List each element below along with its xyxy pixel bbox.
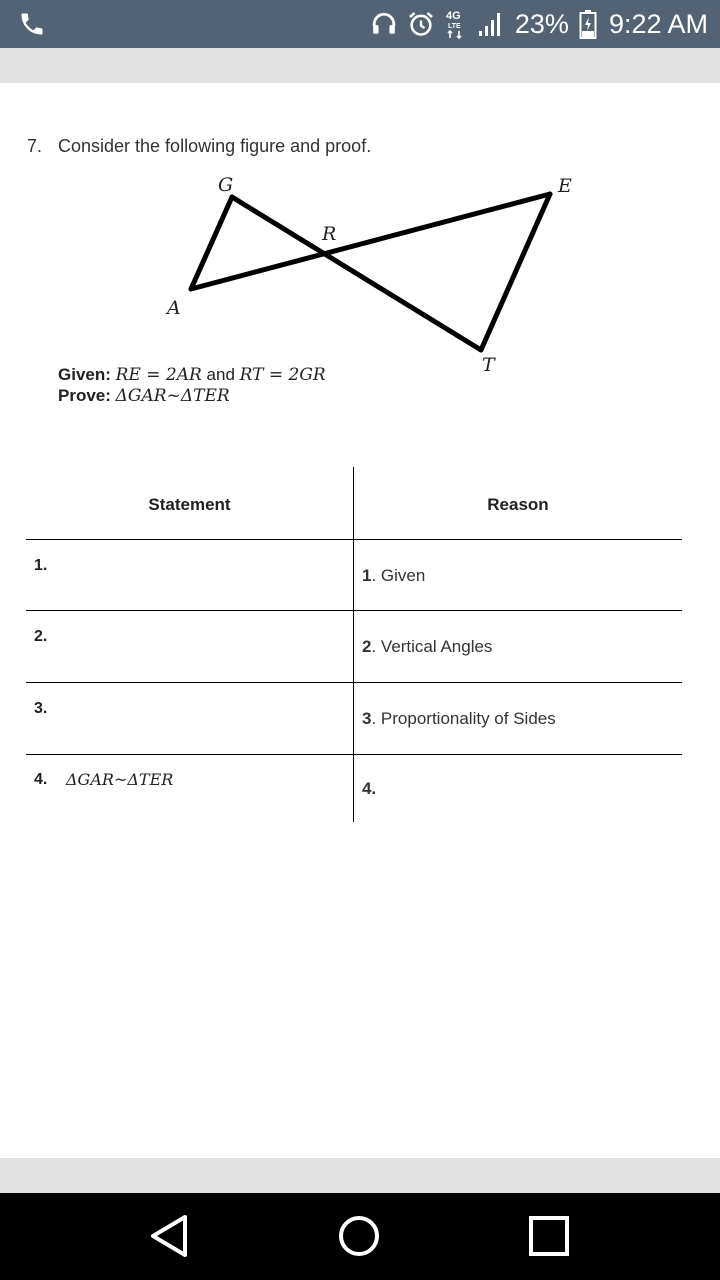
geometry-figure: [150, 170, 590, 380]
reason-header: Reason: [487, 495, 549, 514]
document-bottom-gap: [0, 1158, 720, 1193]
segment-AE: [191, 194, 550, 289]
vertex-label-R: R: [322, 223, 337, 245]
given-label: Given:: [58, 365, 111, 384]
headphones-icon: [371, 11, 397, 37]
vertex-label-A: A: [167, 297, 181, 319]
row-3-number: 3.: [34, 700, 48, 717]
svg-text:4G: 4G: [445, 10, 461, 22]
table-row-divider: [26, 539, 682, 540]
alarm-icon: [407, 10, 435, 38]
table-row-divider: [26, 610, 682, 611]
question-number: 7.: [27, 136, 43, 156]
document-top-gap: [0, 48, 720, 83]
row-1-number: 1.: [34, 557, 48, 574]
clock: 9:22 AM: [608, 8, 708, 39]
vertex-label-E: E: [558, 175, 572, 197]
signal-icon: [477, 10, 505, 38]
navigation-bar: [0, 1193, 720, 1280]
table-column-divider: [353, 467, 354, 822]
battery-icon: [579, 9, 597, 39]
prove-expression: ΔGAR~ΔTER: [115, 386, 230, 406]
row-3-reason: [362, 709, 556, 729]
network-4g-icon: [445, 8, 467, 40]
given-line: [58, 365, 326, 385]
vertex-label-G: G: [218, 174, 234, 196]
svg-text:LTE: LTE: [447, 23, 461, 30]
question-heading: [27, 136, 371, 157]
table-row-divider: [26, 682, 682, 683]
status-bar: [0, 0, 720, 48]
back-icon[interactable]: [145, 1211, 195, 1261]
row-2-reason: [362, 637, 492, 657]
row-4-reason-number: 4.: [362, 779, 377, 798]
prove-label: Prove:: [58, 386, 111, 405]
row-2-reason-number: 2: [362, 637, 372, 656]
given-conjunction: and: [206, 365, 235, 384]
statement-header: Statement: [148, 495, 231, 514]
segment-ET: [481, 194, 550, 350]
segment-AG: [191, 197, 232, 289]
row-2-reason-text: . Vertical Angles: [371, 637, 493, 656]
home-icon[interactable]: [334, 1211, 384, 1261]
row-3-reason-number: 3: [362, 709, 372, 728]
recents-icon[interactable]: [524, 1211, 574, 1261]
prove-line: [58, 386, 230, 406]
row-1-reason-text: . Given: [371, 566, 426, 585]
given-expression-1: RE = 2AR: [115, 365, 202, 385]
row-3-reason-text: . Proportionality of Sides: [371, 709, 556, 728]
proof-table: [26, 467, 682, 822]
battery-percent: 23%: [514, 8, 569, 39]
row-1-reason: [362, 566, 425, 586]
row-1-reason-number: 1: [362, 566, 372, 585]
row-2-number: 2.: [34, 628, 48, 645]
phone-icon: [18, 10, 46, 38]
table-row-divider: [26, 754, 682, 755]
question-text: Consider the following figure and proof.: [58, 136, 372, 156]
row-4-number: 4.: [34, 771, 48, 788]
row-4-statement: ΔGAR~ΔTER: [66, 770, 174, 789]
given-expression-2: RT = 2GR: [239, 365, 326, 385]
vertex-label-T: T: [482, 354, 495, 376]
row-4-reason: [362, 779, 376, 799]
